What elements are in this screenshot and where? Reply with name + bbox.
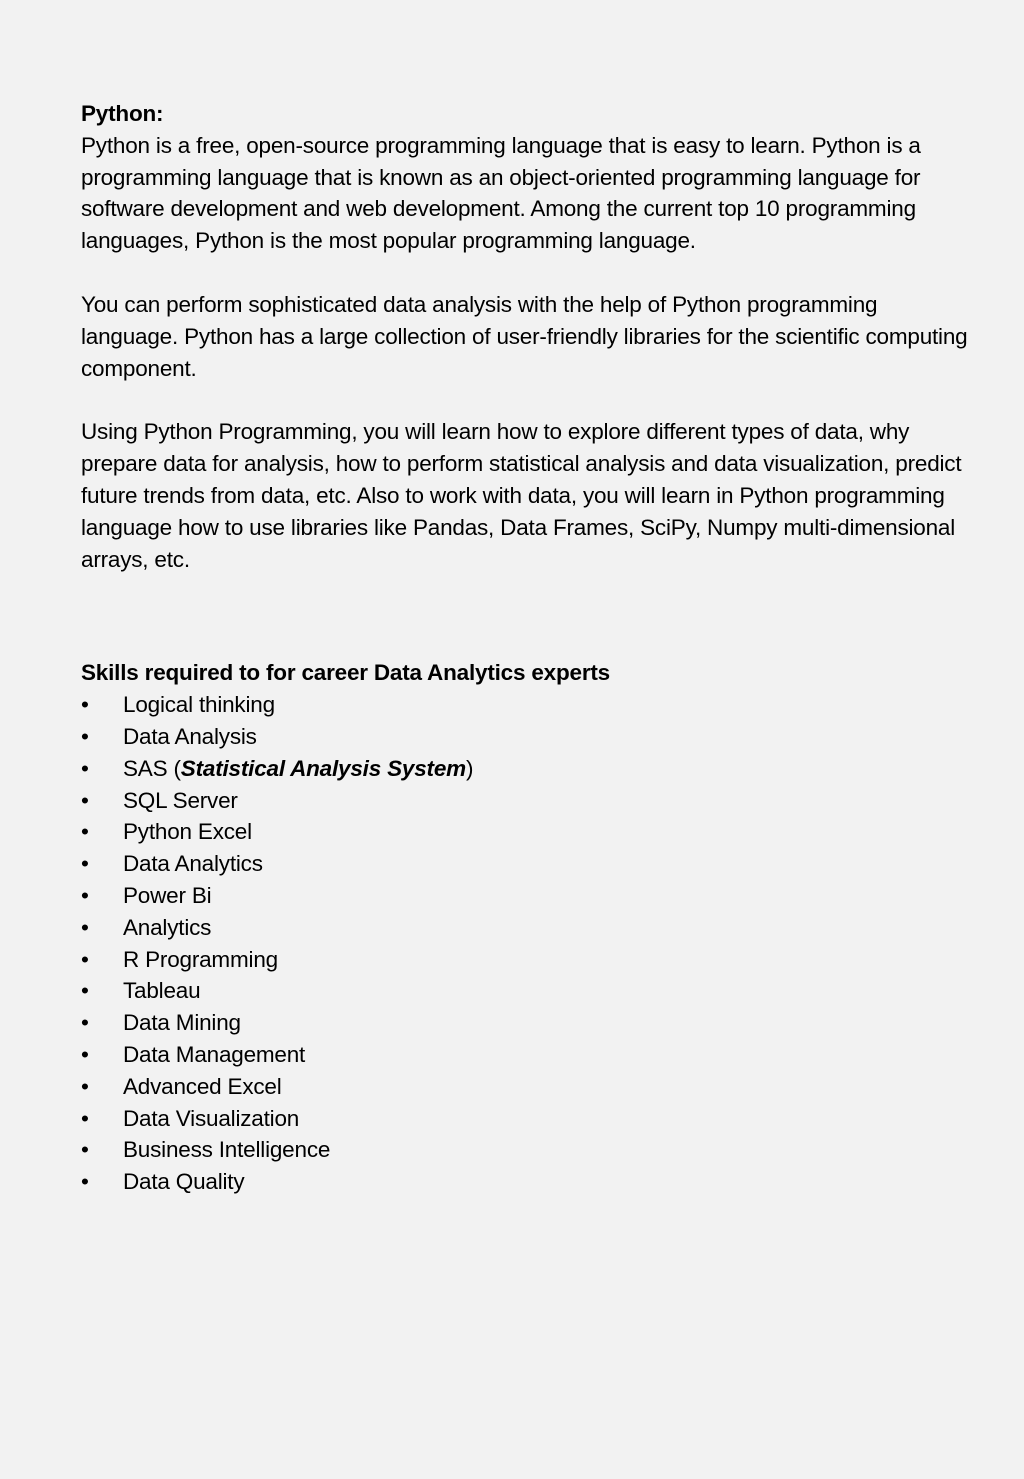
bullet-icon: • xyxy=(81,914,89,940)
list-item xyxy=(81,975,971,1007)
skill-label: Business Intelligence xyxy=(123,1137,331,1163)
bullet-icon: • xyxy=(81,1137,89,1163)
bullet-icon: • xyxy=(81,723,89,749)
skill-label: Data Analysis xyxy=(123,723,257,749)
sas-close: ) xyxy=(465,755,474,781)
bullet-icon: • xyxy=(81,755,89,781)
list-item xyxy=(81,848,971,880)
skill-label: Data Management xyxy=(123,1041,306,1067)
bullet-icon: • xyxy=(81,787,89,813)
list-item xyxy=(81,1007,971,1039)
bullet-icon: • xyxy=(81,819,89,845)
skill-label: R Programming xyxy=(123,946,278,972)
list-item xyxy=(81,753,971,785)
skill-label: Python Excel xyxy=(123,819,252,845)
bullet-icon: • xyxy=(81,1010,89,1036)
skills-list xyxy=(81,689,971,1198)
bullet-icon: • xyxy=(81,978,89,1004)
bullet-icon: • xyxy=(81,1105,89,1131)
bullet-icon: • xyxy=(81,1073,89,1099)
document-content xyxy=(81,98,971,1198)
skills-heading: Skills required to for career Data Analytics experts xyxy=(81,660,610,686)
list-item xyxy=(81,1134,971,1166)
section-spacer xyxy=(81,607,971,657)
bullet-icon: • xyxy=(81,1169,89,1195)
list-item xyxy=(81,785,971,817)
bullet-icon: • xyxy=(81,692,89,718)
list-item xyxy=(81,880,971,912)
list-item xyxy=(81,816,971,848)
list-item xyxy=(81,1071,971,1103)
python-paragraph-1: Python is a free, open-source programming language that is easy to learn. Python is a programming language that is known as an object-oriented programming language for software development and web development. Among the current top 10 programming languages, Python is the most popular programming language. xyxy=(81,132,921,254)
skill-label: Tableau xyxy=(123,978,201,1004)
skill-label: Data Quality xyxy=(123,1169,245,1195)
bullet-icon: • xyxy=(81,946,89,972)
list-item xyxy=(81,912,971,944)
skill-label: Data Visualization xyxy=(123,1105,300,1131)
skill-label: Power Bi xyxy=(123,882,212,908)
skill-label: SQL Server xyxy=(123,787,238,813)
list-item xyxy=(81,1103,971,1135)
skill-label: Data Analytics xyxy=(123,851,263,877)
list-item xyxy=(81,944,971,976)
skill-label: Data Mining xyxy=(123,1010,241,1036)
skill-label: Analytics xyxy=(123,914,212,940)
python-heading: Python: xyxy=(81,101,164,126)
list-item xyxy=(81,689,971,721)
bullet-icon: • xyxy=(81,851,89,877)
sas-emphasis: Statistical Analysis System xyxy=(180,755,466,781)
bullet-icon: • xyxy=(81,1041,89,1067)
python-paragraph-2: You can perform sophisticated data analysis with the help of Python programming language. Python has a large collection of user-friendly libraries for the scientific computing component. xyxy=(81,291,968,381)
skill-label: Advanced Excel xyxy=(123,1073,282,1099)
list-item xyxy=(81,721,971,753)
python-paragraph-3: Using Python Programming, you will learn how to explore different types of data, why prepare data for analysis, how to perform statistical analysis and data visualization, predict future trends from data, etc. Also to work with data, you will learn in Python programming language how to use libraries like Pandas, Data Frames, SciPy, Numpy multi-dimensional arrays, etc. xyxy=(81,419,962,572)
list-item xyxy=(81,1039,971,1071)
list-item xyxy=(81,1166,971,1198)
skill-label: SAS ( xyxy=(123,755,181,781)
skill-label: Logical thinking xyxy=(123,692,275,718)
bullet-icon: • xyxy=(81,882,89,908)
